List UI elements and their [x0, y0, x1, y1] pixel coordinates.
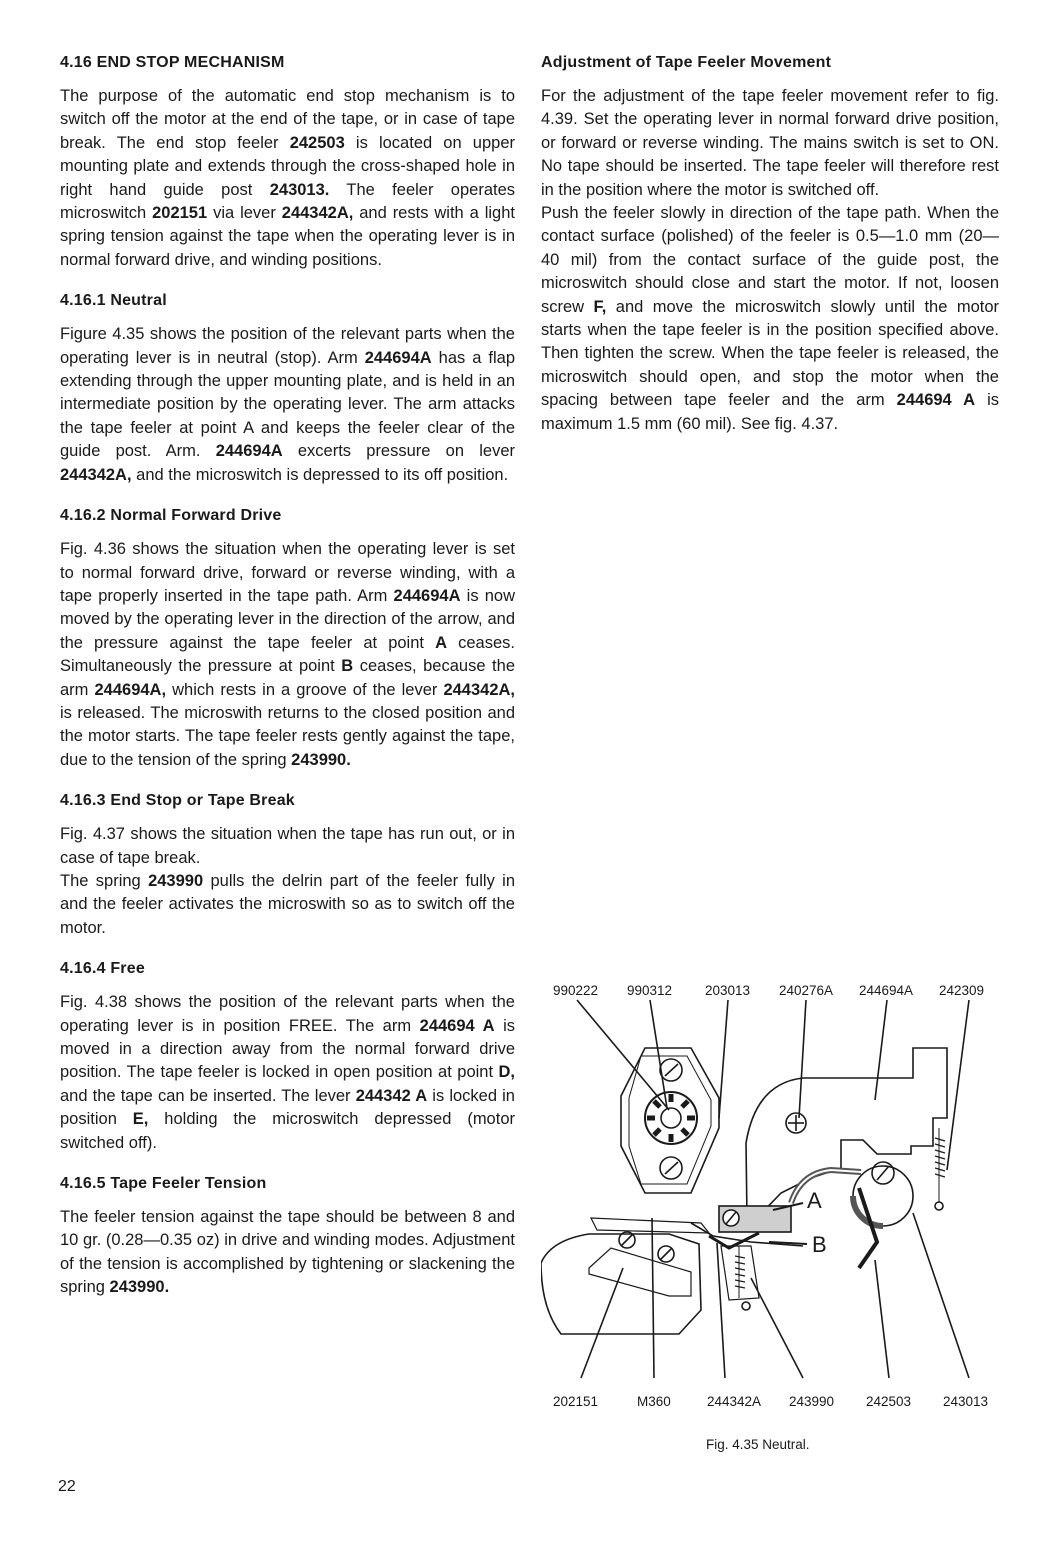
part-label: M360	[637, 1394, 671, 1409]
part-number: 244694A	[215, 442, 283, 461]
part-number: A	[435, 633, 448, 652]
part-number: 243013.	[269, 180, 330, 199]
part-label: 990312	[627, 983, 673, 998]
paragraph-tension	[60, 1206, 515, 1300]
part-number: B	[341, 657, 354, 676]
part-label: 244342A	[707, 1394, 762, 1409]
left-column	[60, 52, 515, 1318]
part-number: 244342A,	[60, 465, 132, 484]
part-number: 202151	[152, 204, 208, 223]
text-run: and rests with a light spring tension against the tape when the operating lever is in normal forward drive, and winding positions.	[60, 204, 515, 269]
text-run: is moved in a direction away from the normal forward drive position. The tape feeler is locked in open position at point	[60, 1016, 515, 1082]
text-run: The spring	[60, 871, 149, 890]
right-column	[541, 52, 999, 454]
part-label: 240276A	[779, 983, 834, 998]
point-a-marker: A	[807, 1188, 822, 1213]
part-number: 243990.	[109, 1278, 170, 1297]
paragraph-forward	[60, 538, 515, 772]
text-run: is locked in position	[60, 1086, 515, 1129]
part-label: 243013	[943, 1394, 989, 1409]
part-number: E,	[132, 1110, 149, 1129]
section-heading: Adjustment of Tape Feeler Movement	[541, 54, 832, 71]
text-run: is located on upper mounting plate and extends through the cross-shaped hole in right hand guide post	[60, 133, 516, 199]
part-label: 990222	[553, 983, 599, 998]
part-number: 244342A,	[443, 680, 515, 699]
text-run: The feeler operates microswitch	[60, 180, 516, 223]
section-adjustment	[541, 52, 999, 436]
text-run: Fig. 4.36 shows the situation when the operating lever is set to normal forward drive, forward or reverse winding, with a tape properly inserted in the tape path. Arm	[60, 540, 515, 605]
figure-neutral-diagram	[541, 978, 999, 1458]
part-number: 243990	[148, 871, 204, 890]
text-run: which rests in a groove of the lever	[166, 680, 444, 699]
text-run: ceases, because the arm	[60, 657, 515, 699]
text-run: The purpose of the automatic end stop mechanism is to switch off the motor at the end of the tape, or in case of tape break. The end stop feeler	[60, 87, 515, 152]
section-forward-drive	[60, 505, 515, 772]
point-b-marker: B	[812, 1232, 827, 1257]
text-run: The feeler tension against the tape should be between 8 and 10 gr. (0.28—0.35 oz) in drive and winding modes. Adjustment of the tension is accomplished by tightening or slackening the spring	[60, 1208, 515, 1297]
part-number: 244694 A	[419, 1016, 495, 1035]
text-run: Figure 4.35 shows the position of the relevant parts when the operating lever is in neutral (stop). Arm	[60, 325, 515, 367]
part-label: 242503	[866, 1394, 912, 1409]
paragraph-neutral	[60, 323, 515, 487]
section-heading: 4.16.4 Free	[60, 960, 145, 978]
section-neutral	[60, 290, 515, 487]
text-run: Fig. 4.37 shows the situation when the tape has run out, or in case of tape break.	[60, 825, 515, 867]
text-run: holding the microswitch depressed (motor switched off).	[60, 1110, 515, 1152]
section-end-stop-tape-break	[60, 790, 515, 940]
text-run: has a flap extending through the upper mounting plate, and is held in an intermediate position by the operating lever. The arm attacks the tape feeler at point A and keeps the feeler clear of the guide post. Arm.	[60, 348, 515, 461]
text-run: and the tape can be inserted. The lever	[60, 1086, 356, 1105]
bottom-leader-lines	[581, 1213, 969, 1378]
section-heading: 4.16.1 Neutral	[60, 292, 167, 310]
part-number: 244694A	[364, 348, 432, 367]
part-number: 244694 A	[896, 391, 976, 410]
paragraph-endstop	[60, 823, 515, 940]
section-free	[60, 958, 515, 1155]
text-run: ceases. Simultaneously the pressure at point	[60, 633, 515, 676]
part-number: 244694A	[393, 586, 461, 605]
text-run: and move the microswitch slowly until the motor starts when the tape feeler is in the position specified above. Then tighten the screw. When the tape feeler is released, the microswitch should open, and stop the motor when the spacing between tape feeler and the arm	[541, 297, 1000, 410]
section-heading: 4.16 END STOP MECHANISM	[60, 54, 285, 71]
part-label: 243990	[789, 1394, 835, 1409]
part-number: 243990.	[291, 750, 351, 769]
part-label: 242309	[939, 983, 985, 998]
top-leader-lines	[577, 1000, 969, 1170]
part-number: 244694A,	[94, 680, 167, 699]
section-heading: 4.16.3 End Stop or Tape Break	[60, 792, 295, 810]
text-run: Fig. 4.38 shows the position of the relevant parts when the operating lever is in position FREE. The arm	[60, 993, 515, 1035]
text-run: Push the feeler slowly in direction of the tape path. When the contact surface (polished) of the feeler is 0.5—1.0 mm (20—40 mil) from the contact surface of the guide post, the microswitch should close and start the motor. If not, loosen screw	[541, 204, 999, 316]
text-run: and the microswitch is depressed to its off position.	[131, 465, 509, 484]
part-number: F,	[593, 297, 607, 316]
part-label: 203013	[705, 983, 751, 998]
paragraph-free	[60, 991, 515, 1155]
text-run: is maximum 1.5 mm (60 mil). See fig. 4.37.	[541, 391, 999, 433]
paragraph-adjustment	[541, 85, 999, 436]
text-run: is now moved by the operating lever in the direction of the arrow, and the pressure against the tape feeler at point	[60, 586, 515, 652]
part-number: 242503	[289, 133, 345, 152]
section-tension	[60, 1173, 515, 1300]
page-number: 22	[58, 1478, 76, 1495]
part-number: D,	[498, 1063, 515, 1082]
text-run: is released. The microswith returns to the closed position and the motor starts. The tape feeler rests gently against the tape, due to the tension of the spring	[60, 703, 515, 769]
section-heading: 4.16.2 Normal Forward Drive	[60, 507, 282, 525]
text-run: pulls the delrin part of the feeler fully in and the feeler activates the microswith so as to switch off the motor.	[60, 871, 516, 937]
part-number: 244342A,	[281, 204, 354, 223]
part-number: 244342 A	[355, 1086, 428, 1105]
text-run: excerts pressure on lever	[282, 442, 515, 461]
text-run: For the adjustment of the tape feeler movement refer to fig. 4.39. Set the operating lever in normal forward drive position, or forward or reverse winding. The mains switch is set to ON. No tape should be inserted. The tape feeler will therefore rest in the position where the motor is switched off.	[541, 87, 999, 199]
figure-caption: Fig. 4.35 Neutral.	[706, 1437, 810, 1452]
mechanism-drawing	[541, 978, 999, 1458]
paragraph-intro	[60, 85, 515, 272]
section-end-stop	[60, 52, 515, 272]
text-run: via lever	[207, 204, 282, 223]
part-label: 244694A	[859, 983, 914, 998]
part-label: 202151	[553, 1394, 599, 1409]
section-heading: 4.16.5 Tape Feeler Tension	[60, 1175, 267, 1193]
